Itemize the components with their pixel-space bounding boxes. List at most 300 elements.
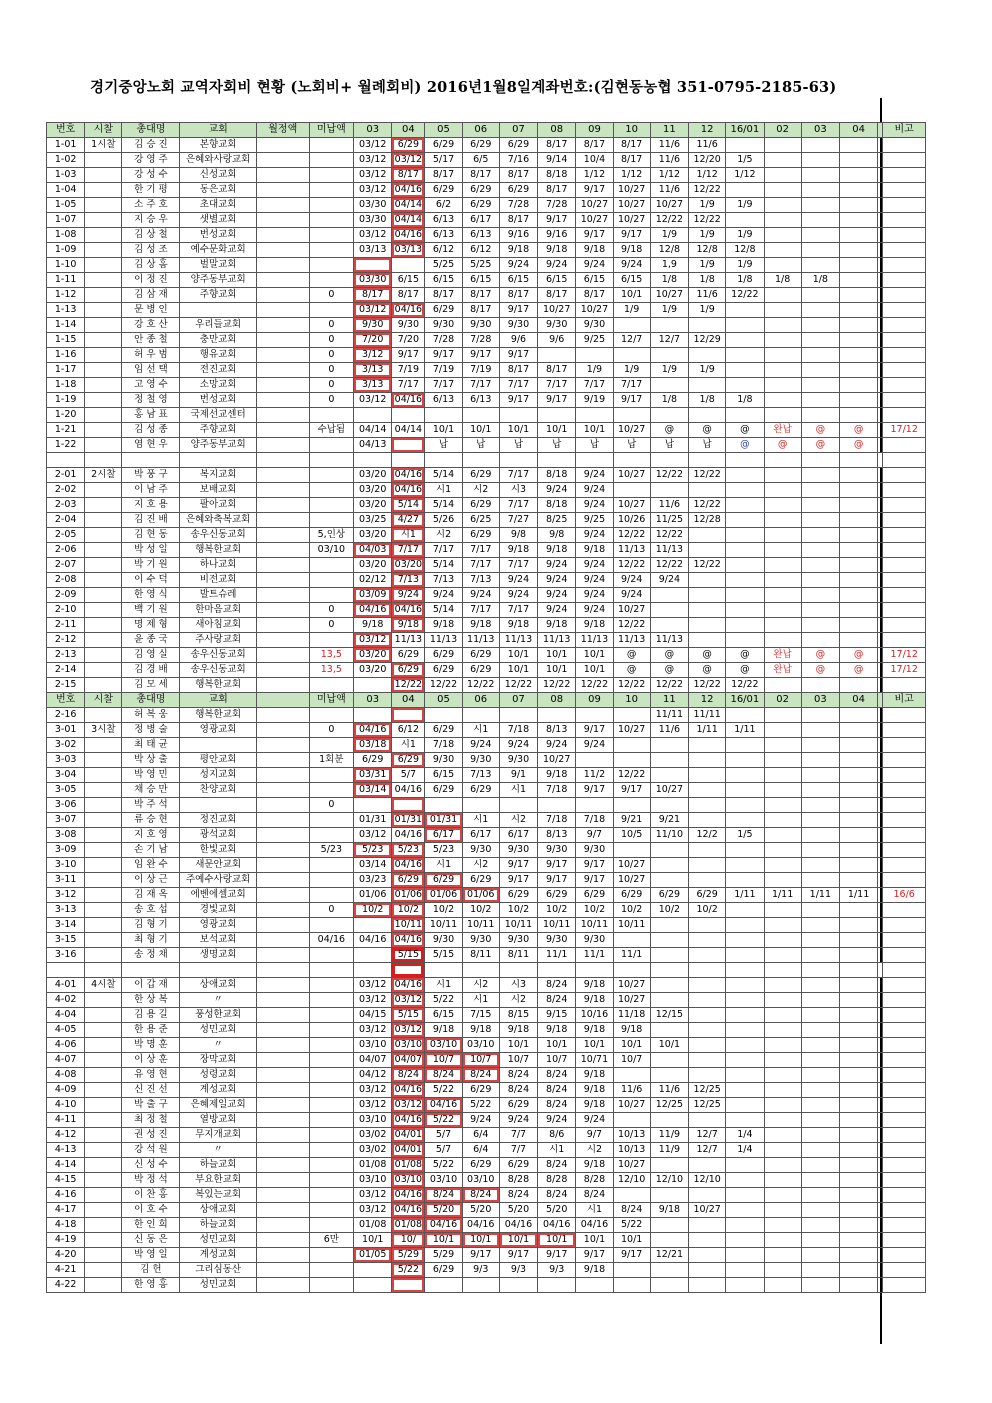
table-cell — [883, 768, 926, 783]
table-cell — [392, 453, 425, 468]
table-cell: 상애교회 — [180, 978, 257, 993]
table-cell: 문 병 인 — [122, 303, 180, 318]
table-cell — [309, 1218, 353, 1233]
table-row — [47, 168, 926, 183]
table-cell — [85, 933, 122, 948]
table-cell: 6/29 — [576, 888, 613, 903]
table-cell: 이 찬 홍 — [122, 1188, 180, 1203]
table-cell — [256, 1248, 309, 1263]
table-cell: 8/15 — [499, 1008, 537, 1023]
table-cell — [85, 1128, 122, 1143]
table-cell: 송 호 섭 — [122, 903, 180, 918]
table-cell — [613, 1068, 650, 1083]
table-row — [47, 498, 926, 513]
table-cell: 03/12 — [354, 1023, 392, 1038]
table-cell — [256, 408, 309, 423]
table-cell: 9/19 — [576, 393, 613, 408]
table-cell: 10/27 — [613, 498, 650, 513]
table-cell: 6/12 — [392, 723, 425, 738]
table-cell: 9/17 — [576, 873, 613, 888]
table-cell — [85, 903, 122, 918]
table-cell — [801, 288, 839, 303]
table-cell: 5/15 — [425, 948, 462, 963]
table-cell — [256, 963, 309, 978]
table-cell: 1/11 — [764, 888, 801, 903]
table-cell — [839, 168, 877, 183]
table-cell: 12/7 — [689, 1128, 726, 1143]
table-cell: 1-14 — [47, 318, 85, 333]
table-cell — [839, 1113, 877, 1128]
table-cell — [839, 873, 877, 888]
table-cell — [650, 603, 688, 618]
table-cell: 7/28 — [499, 198, 537, 213]
table-cell — [839, 798, 877, 813]
table-cell — [256, 318, 309, 333]
table-cell: 9/18 — [499, 618, 537, 633]
table-cell: 9/30 — [462, 318, 499, 333]
table-cell — [462, 453, 499, 468]
table-cell — [839, 1083, 877, 1098]
table-cell — [650, 453, 688, 468]
table-cell: 12/22 — [613, 678, 650, 693]
table-cell: 1-10 — [47, 258, 85, 273]
table-cell — [392, 798, 425, 813]
table-cell — [726, 708, 764, 723]
table-cell: 3-10 — [47, 858, 85, 873]
table-cell — [85, 408, 122, 423]
table-cell: 9/17 — [499, 858, 537, 873]
table-cell: 정 병 술 — [122, 723, 180, 738]
table-cell: 01/06 — [354, 888, 392, 903]
table-cell — [801, 528, 839, 543]
table-row — [47, 273, 926, 288]
table-cell: @ — [726, 423, 764, 438]
table-cell — [726, 933, 764, 948]
table-cell: 보석교회 — [180, 933, 257, 948]
table-cell: 11/9 — [650, 1128, 688, 1143]
table-cell: 1/9 — [689, 228, 726, 243]
table-cell: 은혜와사랑교회 — [180, 153, 257, 168]
table-cell — [309, 1128, 353, 1143]
table-cell — [309, 738, 353, 753]
table-cell — [726, 1263, 764, 1278]
table-cell: 4-17 — [47, 1203, 85, 1218]
table-cell: 새문안교회 — [180, 858, 257, 873]
table-cell: 주예수사랑교회 — [180, 873, 257, 888]
table-cell — [801, 198, 839, 213]
table-cell — [85, 228, 122, 243]
table-cell — [354, 408, 392, 423]
table-row — [47, 1188, 926, 1203]
table-cell: 03/13 — [392, 243, 425, 258]
table-cell: 1/9 — [689, 258, 726, 273]
header-cell: 미납액 — [309, 123, 353, 138]
table-cell — [839, 978, 877, 993]
table-cell: 10/2 — [613, 903, 650, 918]
table-cell: 02/12 — [354, 573, 392, 588]
table-cell — [613, 1263, 650, 1278]
table-cell: 11/6 — [650, 1083, 688, 1098]
table-cell — [883, 153, 926, 168]
table-cell — [839, 723, 877, 738]
table-cell: 9/24 — [538, 1113, 576, 1128]
table-cell: 12/22 — [726, 678, 764, 693]
table-cell — [309, 258, 353, 273]
table-cell — [801, 498, 839, 513]
table-cell: 1/4 — [726, 1143, 764, 1158]
table-cell — [309, 1008, 353, 1023]
table-cell: 10/26 — [613, 513, 650, 528]
table-cell — [256, 168, 309, 183]
table-cell — [650, 408, 688, 423]
table-cell: 10/11 — [392, 918, 425, 933]
table-cell — [839, 813, 877, 828]
table-cell: 양주동부교회 — [180, 438, 257, 453]
table-cell: 10/ — [392, 1233, 425, 1248]
table-cell — [764, 933, 801, 948]
table-cell — [801, 168, 839, 183]
table-cell: 04/16 — [392, 393, 425, 408]
table-cell — [839, 273, 877, 288]
table-cell: 9/18 — [576, 1263, 613, 1278]
table-cell — [764, 723, 801, 738]
table-cell: 강 석 원 — [122, 1143, 180, 1158]
table-cell: 강 성 수 — [122, 168, 180, 183]
table-row — [47, 348, 926, 363]
table-cell: 보배교회 — [180, 483, 257, 498]
table-cell — [839, 468, 877, 483]
table-cell — [85, 1038, 122, 1053]
table-cell — [85, 288, 122, 303]
table-cell: 9/18 — [576, 543, 613, 558]
table-cell — [726, 963, 764, 978]
table-cell: 9/17 — [613, 228, 650, 243]
table-cell: 8/13 — [538, 828, 576, 843]
table-cell — [650, 1188, 688, 1203]
table-cell: 8/17 — [499, 288, 537, 303]
table-cell — [392, 963, 425, 978]
table-row — [47, 288, 926, 303]
table-cell: 5/14 — [425, 603, 462, 618]
table-cell — [309, 783, 353, 798]
table-cell: 김 형 기 — [122, 918, 180, 933]
table-cell: 12/28 — [689, 513, 726, 528]
table-cell — [764, 1098, 801, 1113]
table-cell — [256, 288, 309, 303]
spacer-row — [47, 453, 926, 468]
table-cell — [256, 438, 309, 453]
table-cell — [839, 1128, 877, 1143]
table-cell — [726, 348, 764, 363]
table-cell: 윤 종 국 — [122, 633, 180, 648]
table-cell — [883, 1038, 926, 1053]
table-cell: 충만교회 — [180, 333, 257, 348]
table-cell: 03/10 — [392, 1038, 425, 1053]
table-cell: 03/12 — [354, 138, 392, 153]
table-cell — [839, 498, 877, 513]
table-cell: 7/17 — [538, 378, 576, 393]
table-row — [47, 243, 926, 258]
table-cell: 1시찰 — [85, 138, 122, 153]
table-cell: 10/11 — [613, 918, 650, 933]
table-cell — [764, 678, 801, 693]
table-cell — [85, 213, 122, 228]
table-cell — [801, 393, 839, 408]
table-cell: 6/15 — [425, 273, 462, 288]
table-cell — [883, 858, 926, 873]
table-cell — [613, 753, 650, 768]
table-cell: 강 영 주 — [122, 153, 180, 168]
table-cell — [499, 408, 537, 423]
table-cell — [839, 513, 877, 528]
table-cell: 1/11 — [689, 723, 726, 738]
table-cell: 3-08 — [47, 828, 85, 843]
table-cell: 3/13 — [354, 363, 392, 378]
table-cell: 9/30 — [538, 318, 576, 333]
table-cell: 0 — [309, 393, 353, 408]
table-cell — [764, 1023, 801, 1038]
table-cell: 시1 — [425, 978, 462, 993]
table-cell: 김 승 진 — [122, 138, 180, 153]
table-row — [47, 588, 926, 603]
table-cell — [801, 1143, 839, 1158]
table-cell: 하늘교회 — [180, 1218, 257, 1233]
table-cell: 박 출 구 — [122, 1098, 180, 1113]
table-cell: 8/24 — [499, 1083, 537, 1098]
table-cell — [883, 303, 926, 318]
table-cell: 9/30 — [425, 318, 462, 333]
header-cell: 08 — [538, 693, 576, 708]
table-cell: 5/22 — [462, 1098, 499, 1113]
table-cell: 임 선 택 — [122, 363, 180, 378]
table-cell — [309, 1173, 353, 1188]
table-cell — [256, 543, 309, 558]
table-cell — [354, 798, 392, 813]
table-cell: 03/20 — [354, 648, 392, 663]
table-cell: 9/18 — [462, 1023, 499, 1038]
table-cell: 시1 — [499, 783, 537, 798]
table-cell — [764, 1233, 801, 1248]
table-cell: 10/1 — [499, 423, 537, 438]
table-cell — [839, 1263, 877, 1278]
table-cell — [764, 768, 801, 783]
table-cell — [764, 918, 801, 933]
table-cell — [801, 1008, 839, 1023]
table-cell: 7/17 — [462, 558, 499, 573]
table-cell — [883, 1023, 926, 1038]
table-cell — [801, 363, 839, 378]
table-cell — [256, 918, 309, 933]
table-cell — [309, 1098, 353, 1113]
table-cell: 시3 — [499, 978, 537, 993]
table-cell: 7/17 — [499, 378, 537, 393]
table-cell — [576, 1278, 613, 1293]
table-cell: 9/18 — [392, 618, 425, 633]
header-cell: 총대명 — [122, 693, 180, 708]
table-cell: 납 — [425, 438, 462, 453]
table-cell: 9/18 — [576, 1083, 613, 1098]
table-cell — [726, 453, 764, 468]
table-cell: 10/2 — [462, 903, 499, 918]
table-cell: 9/30 — [499, 753, 537, 768]
table-cell: 04/16 — [354, 933, 392, 948]
table-cell: 8/17 — [392, 168, 425, 183]
table-cell — [85, 948, 122, 963]
table-cell: 03/31 — [354, 768, 392, 783]
table-cell: 1-12 — [47, 288, 85, 303]
table-cell: 시1 — [425, 483, 462, 498]
table-cell: 1/4 — [726, 1128, 764, 1143]
table-cell — [726, 303, 764, 318]
table-cell — [726, 1248, 764, 1263]
table-cell — [650, 348, 688, 363]
table-cell — [613, 318, 650, 333]
table-cell — [256, 213, 309, 228]
table-cell: 김 모 세 — [122, 678, 180, 693]
table-cell: 1-11 — [47, 273, 85, 288]
table-cell — [801, 453, 839, 468]
table-cell: 9/24 — [499, 573, 537, 588]
table-cell: 12/22 — [576, 678, 613, 693]
table-cell: 8/17 — [538, 288, 576, 303]
table-cell: 9/17 — [425, 348, 462, 363]
table-cell — [538, 348, 576, 363]
table-cell: 10/1 — [613, 288, 650, 303]
table-cell: 박 영 일 — [122, 1248, 180, 1263]
table-cell: 9/24 — [499, 588, 537, 603]
table-cell: 무지개교회 — [180, 1128, 257, 1143]
table-cell — [726, 843, 764, 858]
table-cell — [883, 378, 926, 393]
table-cell: 주사랑교회 — [180, 633, 257, 648]
table-cell: 12/7 — [613, 333, 650, 348]
table-cell: 11/13 — [576, 633, 613, 648]
table-cell: 발트슈레 — [180, 588, 257, 603]
table-cell: 9/16 — [499, 228, 537, 243]
table-cell: 10/1 — [613, 1038, 650, 1053]
table-cell — [883, 183, 926, 198]
table-cell: 12/22 — [689, 183, 726, 198]
table-cell: 9/17 — [613, 1248, 650, 1263]
table-cell: 9/24 — [538, 573, 576, 588]
table-cell — [801, 1248, 839, 1263]
table-cell: 6/15 — [425, 768, 462, 783]
table-cell — [85, 513, 122, 528]
table-cell — [726, 1083, 764, 1098]
table-cell — [764, 303, 801, 318]
table-cell — [726, 513, 764, 528]
table-cell: 납 — [538, 438, 576, 453]
table-cell: 12/22 — [650, 468, 688, 483]
table-cell — [309, 513, 353, 528]
table-cell: 행복한교회 — [180, 543, 257, 558]
table-cell — [309, 948, 353, 963]
table-cell: 양주동부교회 — [180, 273, 257, 288]
table-cell: 시1 — [462, 813, 499, 828]
table-cell — [839, 588, 877, 603]
table-cell: 1/8 — [689, 273, 726, 288]
table-cell — [256, 708, 309, 723]
table-cell: 6/15 — [425, 1008, 462, 1023]
header-cell: 16/01 — [726, 123, 764, 138]
table-cell: 7/13 — [462, 573, 499, 588]
table-cell: 9/17 — [613, 783, 650, 798]
table-cell: 12/10 — [650, 1173, 688, 1188]
table-cell: 12/15 — [650, 1008, 688, 1023]
table-cell: 8/18 — [538, 498, 576, 513]
table-cell: 01/31 — [354, 813, 392, 828]
table-cell — [764, 903, 801, 918]
table-row — [47, 423, 926, 438]
table-cell — [839, 363, 877, 378]
table-cell: 9/30 — [576, 318, 613, 333]
table-cell: 9/18 — [576, 1023, 613, 1038]
table-cell: 5/29 — [425, 1248, 462, 1263]
table-cell: 김 진 배 — [122, 513, 180, 528]
table-cell: 03/02 — [354, 1143, 392, 1158]
table-cell: 10/27 — [538, 303, 576, 318]
table-cell — [801, 678, 839, 693]
table-cell: 류 승 현 — [122, 813, 180, 828]
table-cell — [839, 753, 877, 768]
table-cell: 9/18 — [499, 243, 537, 258]
table-cell: 3-07 — [47, 813, 85, 828]
table-cell: 1/12 — [650, 168, 688, 183]
table-cell — [726, 798, 764, 813]
table-cell: 9/3 — [538, 1263, 576, 1278]
table-cell — [764, 1083, 801, 1098]
table-cell — [689, 1278, 726, 1293]
table-cell — [801, 708, 839, 723]
table-cell: 12/22 — [689, 678, 726, 693]
table-row — [47, 603, 926, 618]
table-cell: 03/12 — [354, 228, 392, 243]
table-cell: 9/18 — [354, 618, 392, 633]
table-cell: 12/22 — [650, 213, 688, 228]
table-cell — [883, 678, 926, 693]
table-cell: 1/9 — [689, 363, 726, 378]
table-cell: 한빛교회 — [180, 843, 257, 858]
table-cell: 10/2 — [689, 903, 726, 918]
table-row — [47, 303, 926, 318]
table-cell: 9/18 — [576, 978, 613, 993]
table-cell: 10/27 — [650, 198, 688, 213]
table-cell: 8/28 — [538, 1173, 576, 1188]
table-cell: 6/29 — [499, 888, 537, 903]
table-cell: 10/27 — [613, 1098, 650, 1113]
table-cell: 6/29 — [392, 873, 425, 888]
table-cell — [764, 183, 801, 198]
table-cell: 9/30 — [462, 753, 499, 768]
header-cell: 10 — [613, 123, 650, 138]
table-cell — [764, 1203, 801, 1218]
header-cell: 07 — [499, 693, 537, 708]
table-cell: 9/24 — [613, 258, 650, 273]
table-cell: 납 — [576, 438, 613, 453]
table-cell — [499, 708, 537, 723]
table-cell — [726, 558, 764, 573]
table-cell: 9/24 — [613, 588, 650, 603]
table-cell — [801, 408, 839, 423]
table-cell — [839, 678, 877, 693]
table-row — [47, 723, 926, 738]
table-cell — [764, 168, 801, 183]
header-cell: 04 — [839, 693, 877, 708]
table-cell: @ — [801, 648, 839, 663]
header-cell: 16/01 — [726, 693, 764, 708]
table-cell — [689, 528, 726, 543]
table-cell: 04/01 — [392, 1143, 425, 1158]
